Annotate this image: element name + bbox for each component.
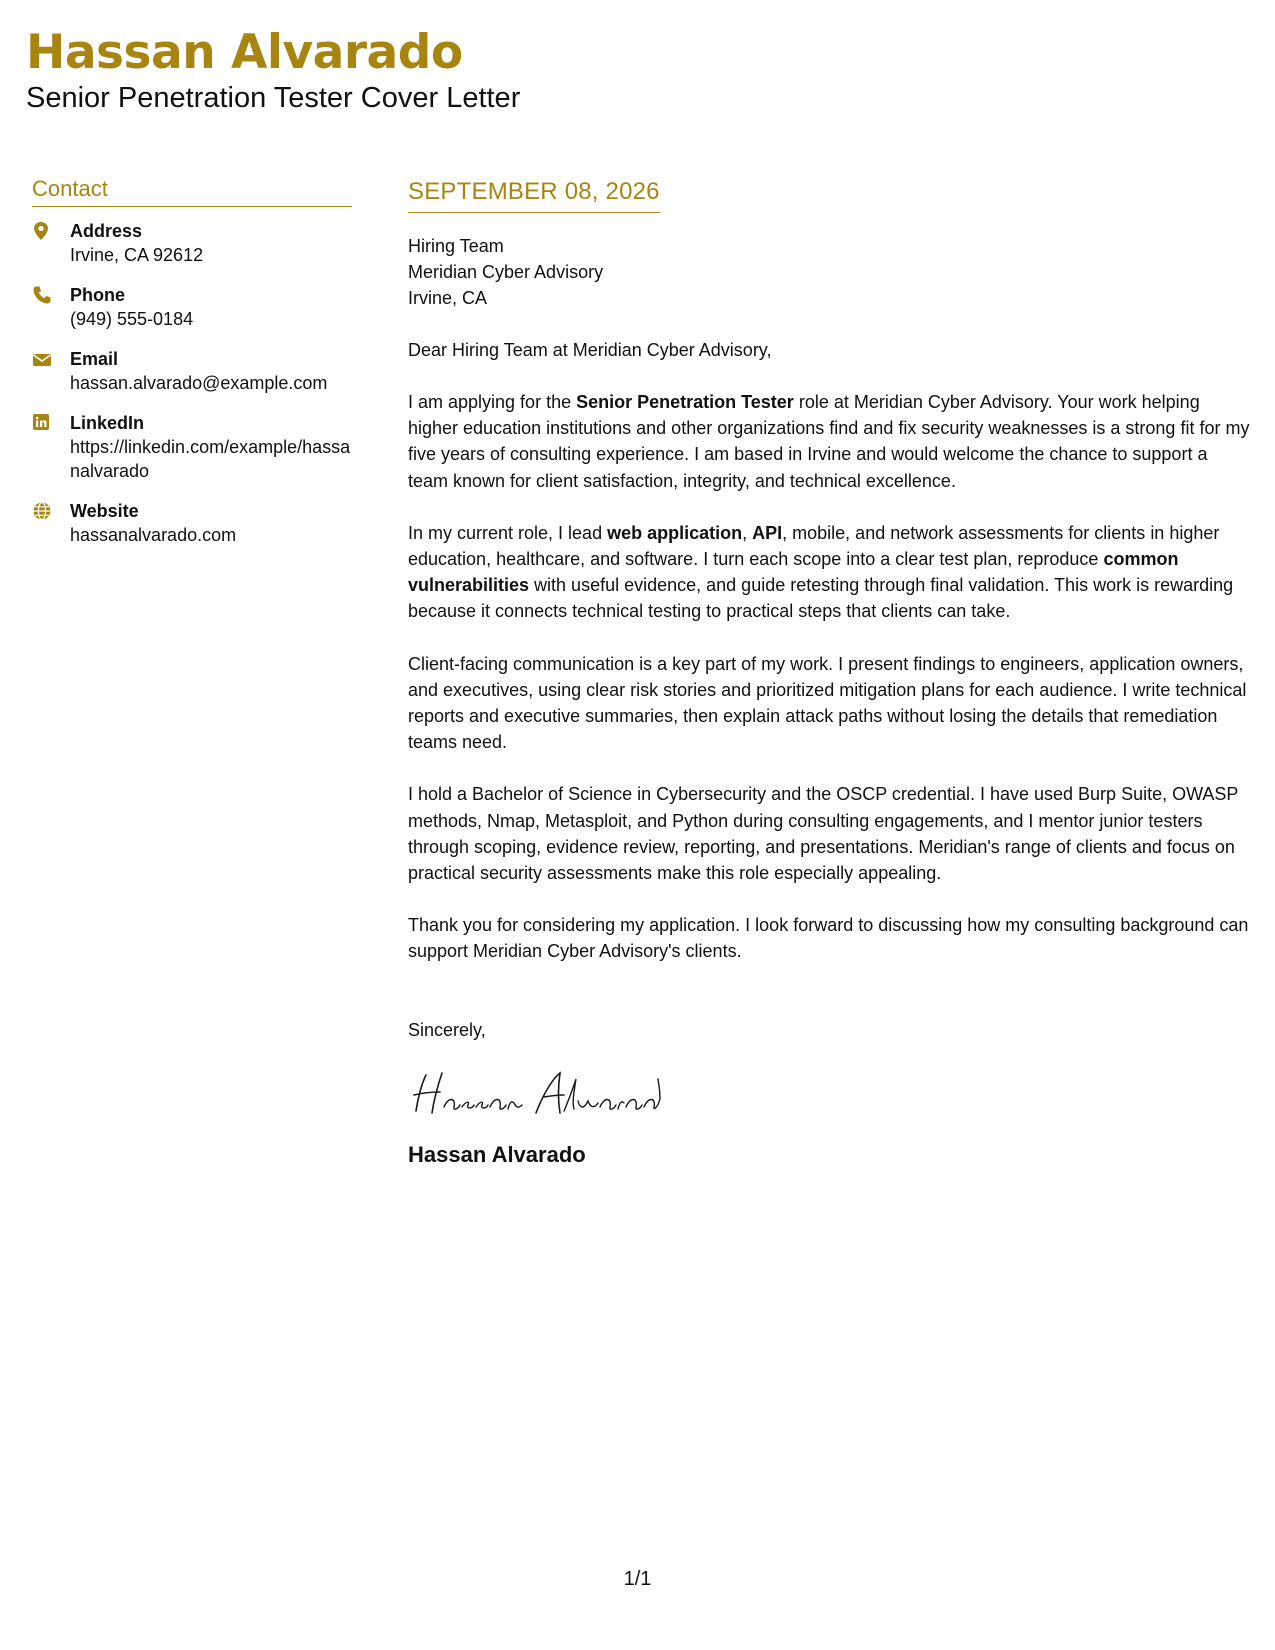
recipient-line: Hiring Team	[408, 236, 504, 256]
contact-label: Email	[70, 349, 119, 369]
bold-phrase: API	[752, 522, 783, 543]
contact-linkedin	[32, 411, 352, 483]
contact-address	[32, 219, 352, 267]
website-value[interactable]: hassanalvarado.com	[70, 525, 237, 545]
letter-body	[408, 178, 1250, 1169]
applicant-name: Hassan Alvarado	[26, 25, 463, 80]
contact-sidebar	[32, 176, 352, 563]
page-number: 1/1	[623, 1568, 652, 1590]
paragraph-communication: Client-facing communication is a key part of my work. I present findings to engineers, application owners, and executives, using clear risk stories and prioritized mitigation plans for each audience. I write technical reports and executive summaries, then explain attack paths without losing the details that remediation teams need.	[408, 653, 1247, 753]
document-subtitle: Senior Penetration Tester Cover Letter	[26, 82, 521, 114]
closing: Sincerely,	[408, 1019, 486, 1040]
bold-phrase: Senior Penetration Tester	[576, 392, 794, 412]
envelope-icon	[32, 347, 70, 368]
linkedin-value[interactable]: https://linkedin.com/example/hassanalvarado	[70, 437, 351, 481]
contact-label: Website	[70, 501, 139, 521]
paragraph-thanks: Thank you for considering my application. I look forward to discussing how my consulting background can support Meridian Cyber Advisory's clients.	[408, 915, 1249, 962]
contact-heading: Contact	[32, 176, 352, 207]
paragraph-experience	[408, 520, 1250, 625]
contact-label: Phone	[70, 285, 126, 305]
bold-phrase: common vulnerabilities	[408, 549, 1179, 596]
paragraph-text: ,	[742, 522, 753, 543]
paragraph-intro	[408, 389, 1250, 494]
phone-value: (949) 555-0184	[70, 309, 194, 329]
contact-label: LinkedIn	[70, 413, 145, 433]
paragraph-text: In my current role, I lead	[408, 522, 608, 543]
salutation: Dear Hiring Team at Meridian Cyber Advisory,	[408, 340, 772, 360]
handwritten-signature	[408, 1067, 1250, 1127]
contact-phone	[32, 283, 352, 331]
recipient-company: Meridian Cyber Advisory	[408, 262, 604, 282]
paragraph-credentials: I hold a Bachelor of Science in Cybersecurity and the OSCP credential. I have used Burp Suite, OWASP methods, Nmap, Metasploit, and Python during consulting engagements, and I mentor junior testers through scoping, evidence review, reporting, and presentations. Meridian's range of clients and focus on practical security assessments make this role especially appealing.	[408, 784, 1239, 884]
globe-icon	[32, 499, 70, 521]
signed-name: Hassan Alvarado	[408, 1141, 586, 1167]
contact-label: Address	[70, 221, 143, 241]
bold-phrase: web application	[607, 522, 743, 543]
contact-email	[32, 347, 352, 395]
address-value: Irvine, CA 92612	[70, 245, 204, 265]
email-value: hassan.alvarado@example.com	[70, 373, 328, 393]
contact-website	[32, 499, 352, 547]
phone-icon	[32, 283, 70, 305]
recipient-location: Irvine, CA	[408, 288, 488, 308]
paragraph-text: , mobile, and network assessments for clients in higher education, healthcare, and software. I turn each scope into a clear test plan, reproduce	[408, 522, 1220, 570]
linkedin-icon	[32, 411, 70, 431]
paragraph-text: role at Meridian Cyber Advisory. Your work helping higher education institutions and other organizations find and fix security weaknesses is a strong fit for my five years of consulting experience. I am based in Irvine and would welcome the chance to support a team known for client satisfaction, integrity, and technical excellence.	[408, 392, 1250, 491]
map-pin-icon	[32, 219, 70, 241]
paragraph-text: with useful evidence, and guide retesting through final validation. This work is rewarding because it connects technical testing to practical steps that clients can take.	[408, 575, 1234, 622]
letter-header	[26, 24, 520, 116]
paragraph-text: I am applying for the	[408, 392, 577, 412]
recipient-block	[408, 233, 1250, 311]
letter-date: SEPTEMBER 08, 2026	[408, 178, 660, 213]
